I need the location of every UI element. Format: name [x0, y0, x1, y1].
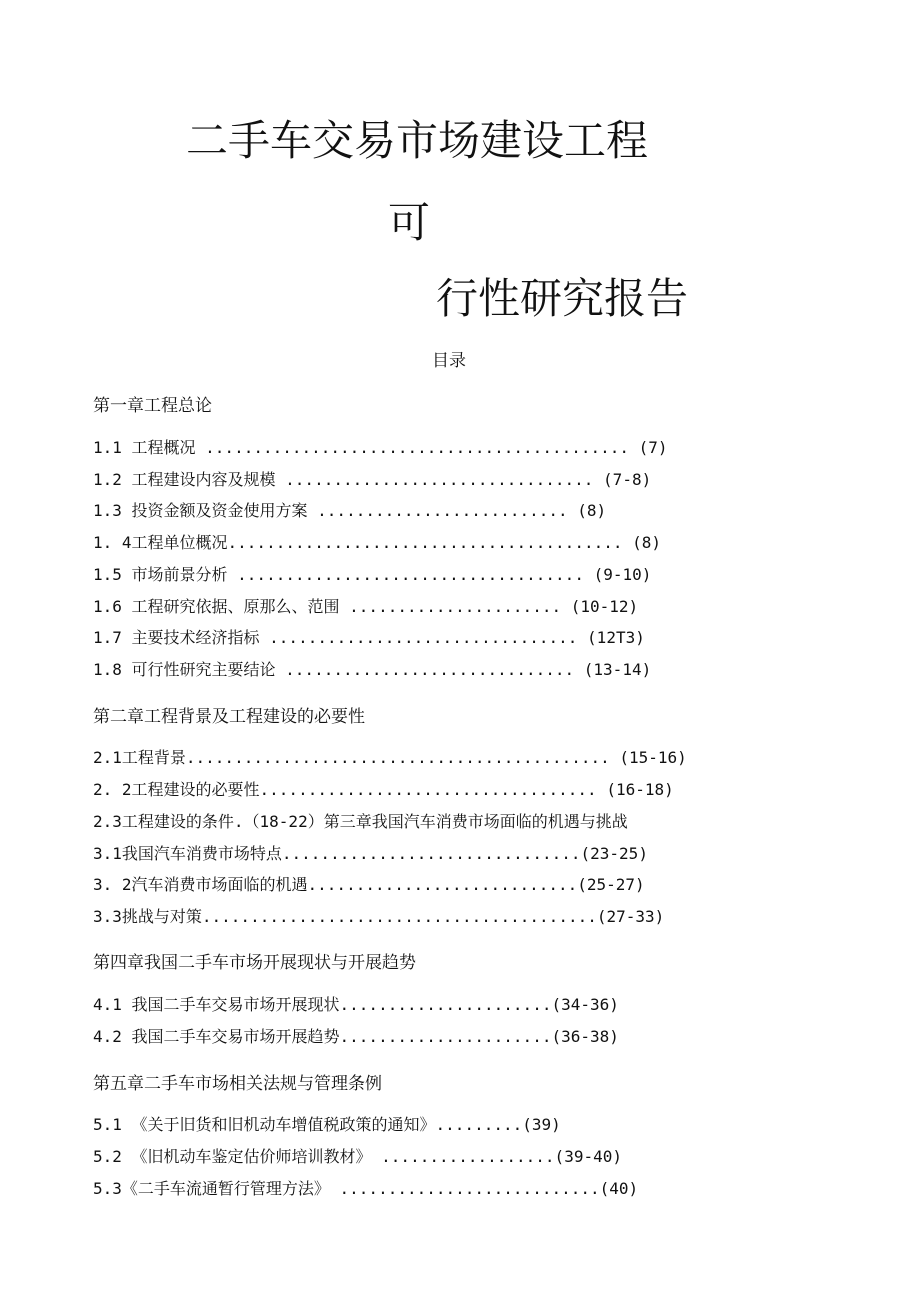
toc-entry: 3.3挑战与对策.........................................(27-33) [93, 907, 665, 926]
toc-heading: 目录 [432, 351, 466, 371]
toc-entry: 3.1我国汽车消费市场特点...............................(23-25) [93, 844, 648, 863]
toc-entry: 5.1 《关于旧货和旧机动车增值税政策的通知》.........(39) [93, 1115, 561, 1134]
chapter-heading: 第四章我国二手车市场开展现状与开展趋势 [93, 953, 416, 973]
chapter-heading: 第一章工程总论 [93, 396, 212, 416]
toc-entry: 2.3工程建设的条件.（18-22）第三章我国汽车消费市场面临的机遇与挑战 [93, 812, 628, 831]
chapter-heading: 第五章二手车市场相关法规与管理条例 [93, 1074, 382, 1094]
toc-entry: 1.7 主要技术经济指标 ................................ (12T3) [93, 628, 645, 647]
toc-entry: 1.6 工程研究依据、原那么、范围 ...................... (10-12) [93, 597, 639, 616]
toc-entry: 1.5 市场前景分析 .................................... (9-10) [93, 565, 652, 584]
document-title-line-1: 二手车交易市场建设工程 [186, 116, 649, 165]
toc-entry: 2. 2工程建设的必要性................................... (16-18) [93, 780, 674, 799]
toc-entry: 5.2 《旧机动车鉴定估价师培训教材》 ..................(39-40) [93, 1147, 622, 1166]
chapter-heading: 第二章工程背景及工程建设的必要性 [93, 707, 365, 727]
document-title-line-2: 可 [388, 198, 431, 247]
toc-entry: 3. 2汽车消费市场面临的机遇............................(25-27) [93, 875, 645, 894]
toc-entry: 5.3《二手车流通暂行管理方法》 ...........................(40) [93, 1179, 639, 1198]
toc-entry: 1.8 可行性研究主要结论 .............................. (13-14) [93, 660, 652, 679]
toc-entry: 1.1 工程概况 ............................................ (7) [93, 438, 668, 457]
toc-entry: 1.2 工程建设内容及规模 ................................ (7-8) [93, 470, 652, 489]
toc-entry: 2.1工程背景............................................ (15-16) [93, 748, 687, 767]
toc-entry: 4.2 我国二手车交易市场开展趋势......................(36-38) [93, 1027, 619, 1046]
toc-entry: 1. 4工程单位概况......................................... (8) [93, 533, 662, 552]
toc-entry: 4.1 我国二手车交易市场开展现状......................(34-36) [93, 995, 619, 1014]
toc-entry: 1.3 投资金额及资金使用方案 .......................... (8) [93, 501, 607, 520]
document-title-line-3: 行性研究报告 [436, 274, 689, 323]
